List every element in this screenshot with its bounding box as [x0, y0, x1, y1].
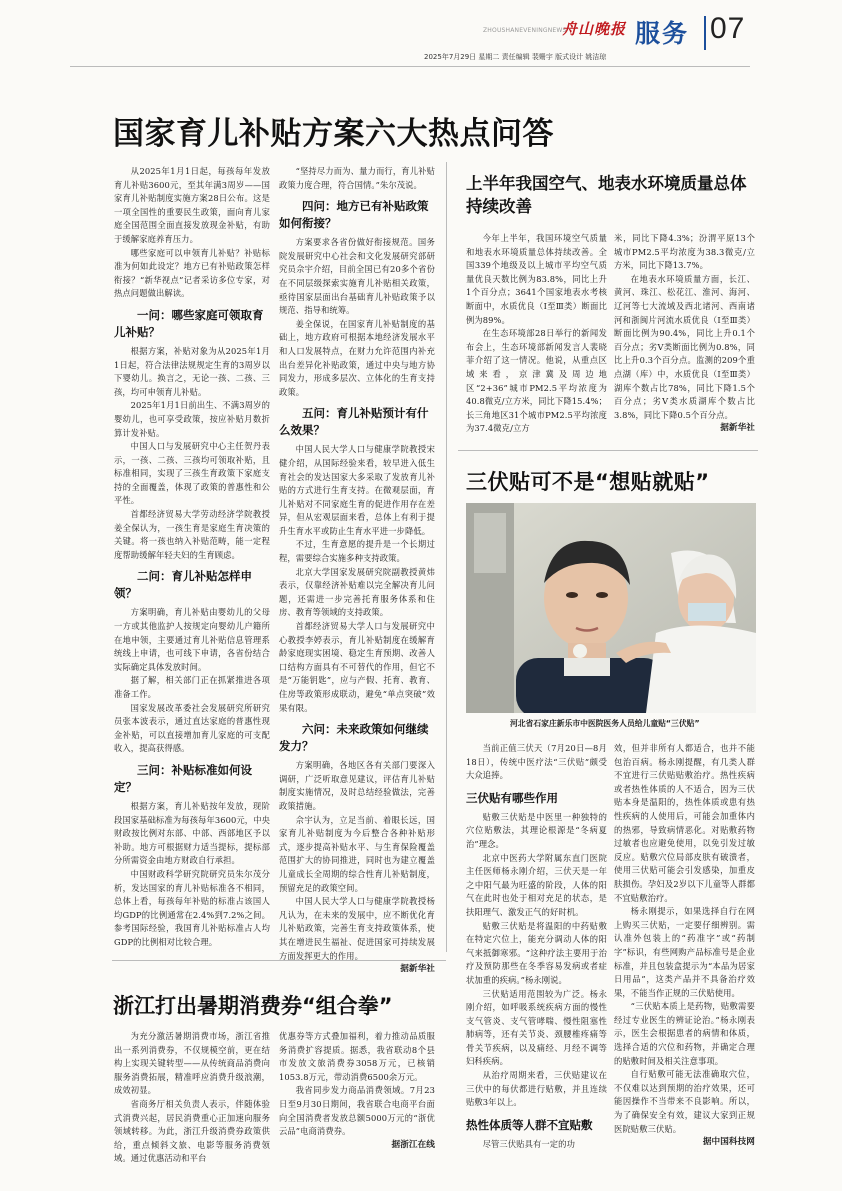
paragraph: 首都经济贸易大学人口与发展研究中心教授李婷表示，育儿补贴制度在缓解育龄家庭现实困境、稳定生育预期、改善人口结构方面具有不可替代的作用，但它不是“万能钥匙”，应与产假、托育、教育、住房等政策形成联动，避免“单点突破”效果有限。	[279, 621, 435, 713]
paragraph: 北京中医药大学附属东直门医院主任医师杨永刚介绍，三伏天是一年之中阳气最为旺盛的阶段，人体的阳气在此时也处于相对充足的状态，是扶阳理气、激发正气的好时机。	[466, 852, 607, 917]
article4-column-2	[279, 1030, 435, 1152]
paragraph: 2025年1月1日前出生、不满3周岁的婴幼儿，也可享受政策，按应补贴月数折算计发补贴。	[114, 400, 270, 438]
article4-title: 浙江打出暑期消费券“组合拳”	[113, 994, 393, 1018]
paragraph: 尽管三伏贴具有一定的功	[482, 1138, 575, 1149]
article3-column-1	[466, 742, 607, 1151]
header-divider	[704, 16, 706, 50]
paragraph: 姜全保说，在国家育儿补贴制度的基础上，地方政府可根据本地经济发展水平和人口发展特点，在财力允许范围内补充出台差异化补贴政策，通过中央与地方协同发力，形成多层次、立体化的生育支持政策。	[279, 318, 435, 397]
paragraph: “三伏贴本质上是药物，贴敷需要经过专业医生的辨证论治。”杨永刚表示，医生会根据患者的病情和体质，选择合适的穴位和药物，并确定合理的贴敷时间及相关注意事项。	[614, 1001, 755, 1066]
subheading: 一问：哪些家庭可领取育儿补贴？	[114, 307, 264, 339]
paragraph: 哪些家庭可以申领育儿补贴？补贴标准为何如此设定？地方已有补贴政策怎样衔接？“新华视点”记者采访多位专家，对热点问题做出解读。	[114, 247, 270, 299]
source-credit: 据中国科技网	[702, 1137, 755, 1148]
brand-logo: 舟山晚报	[562, 20, 627, 38]
paragraph: 北京大学国家发展研究院副教授黄炜表示，仅靠经济补贴难以完全解决育儿问题，还需进一步完善托育服务体系和住房、教育等领域的支持政策。	[279, 566, 435, 618]
paragraph: 中国人口与发展研究中心主任贺丹表示，一孩、二孩、三孩均可领取补贴，且标准相同，实现了三孩生育政策下家庭支持的全面覆盖，体现了政策的普惠性和公平性。	[114, 441, 270, 506]
subheading: 二问：育儿补贴怎样申领？	[114, 569, 252, 601]
source-credit: 据浙江在线	[391, 1139, 435, 1150]
article3-title: 三伏贴可不是“想贴就贴”	[466, 470, 710, 494]
paragraph: 根据方案，育儿补贴按年发放，现阶段国家基础标准为每孩每年3600元，中央财政按比例对东部、中部、西部地区予以补助。地方可根据财力适当提标，提标部分所需资金由地方财政自行承担。	[114, 800, 270, 866]
subheading: 三问：补贴标准如何设定？	[114, 762, 252, 794]
source-credit: 据新华社	[400, 964, 435, 975]
paragraph: 今年上半年，我国环境空气质量和地表水环境质量总体持续改善。全国339个地级及以上城市平均空气质量优良天数比例为83.8%，同比上升1个百分点；3641个国家地表水考核断面中，水质优良（Ⅰ至Ⅲ类）断面比例为89%。	[466, 233, 607, 325]
paragraph: 三伏贴适用范围较为广泛。杨永刚介绍，如呼吸系统疾病方面的慢性支气管炎、支气管哮喘、慢性阻塞性肺病等，还有关节炎、颈腰椎疼痛等骨关节疾病，以及痛经、月经不调等妇科疾病。	[466, 988, 607, 1067]
paragraph: 据了解，相关部门正在抓紧推进各项准备工作。	[114, 675, 270, 699]
source-credit: 据新华社	[720, 423, 755, 434]
paragraph: 优惠券等方式叠加福利，着力推动品质服务消费扩容提质。据悉，我省联动8个县市发放文旅消费券3058万元，已核销1053.8万元，带动消费6500余万元。	[279, 1031, 435, 1082]
article2-column-2	[614, 232, 755, 436]
page-number: 07	[710, 12, 746, 45]
subheading: 三伏贴有哪些作用	[466, 790, 558, 805]
paragraph: 米，同比下降4.3%；汾渭平原13个城市PM2.5平均浓度为38.3微克/立方米，同比下降13.7%。	[614, 233, 755, 271]
paragraph: 方案明确，各地区各有关部门要深入调研，广泛听取意见建议，评估育儿补贴制度实施情况，及时总结经验做法，完善政策措施。	[279, 760, 435, 811]
article1-title: 国家育儿补贴方案六大热点问答	[113, 116, 554, 152]
article3-column-2	[614, 742, 755, 1150]
paragraph: 从治疗周期来看，三伏贴建议在三伏中的每伏都进行贴敷，并且连续贴敷3年以上。	[466, 1070, 607, 1108]
paragraph: 省商务厅相关负责人表示，伴随体验式消费兴起，居民消费重心正加速向服务领域转移。为此，浙江升级消费券政策供给，重点倾斜文旅、电影等服务消费领域。通过优惠活动和平台	[114, 1098, 270, 1164]
paragraph: 根据方案，补贴对象为从2025年1月1日起，符合法律法规规定生育的3周岁以下婴幼儿。换言之，无论一孩、二孩、三孩，均可申领育儿补贴。	[114, 345, 270, 397]
subheading: 四问：地方已有补贴政策如何衔接？	[279, 199, 429, 231]
photo-caption: 河北省石家庄新乐市中医院医务人员给儿童贴“三伏贴”	[510, 719, 700, 728]
paragraph: 当前正值三伏天（7月20日—8月18日），传统中医疗法“三伏贴”颇受大众追捧。	[466, 743, 607, 781]
paragraph: 自行贴敷可能无法准确取穴位，不仅难以达到预期的治疗效果，还可能因操作不当带来不良影响。所以，为了确保安全有效，建议大家到正规医院贴敷三伏贴。	[614, 1069, 755, 1134]
paragraph: 贴敷三伏贴是中医里一种独特的穴位贴敷法，其理论根源是“冬病夏治”理念。	[466, 811, 607, 849]
vertical-rule	[446, 162, 447, 952]
article2-title: 上半年我国空气、地表水环境质量总体持续改善	[466, 174, 747, 216]
news-photo	[466, 503, 756, 713]
paragraph: 杨永刚提示，如果选择自行在网上购买三伏贴，一定要仔细辨别。需认准外包装上的“药准字”或“药制字”标识，有些网购产品标准号是企业标准，并且包装盒提示为“本品为居家日用品”，这类产品并不具备治疗效果，不能当作正规的三伏贴使用。	[614, 906, 755, 998]
header-rule	[70, 66, 750, 67]
paragraph: 中国财政科学研究院研究员朱尔茂分析，发达国家的育儿补贴标准各不相同，总体上看，每孩每年补贴的标准占该国人均GDP的比例通常在2.4%到7.2%之间。参考国际经验，我国育儿补贴标准占人均GDP的比例相对比较合理。	[114, 868, 270, 947]
subheading: 五问：育儿补贴预计有什么效果？	[279, 406, 429, 438]
paragraph: 在生态环境部28日举行的新闻发布会上，生态环境部新闻发言人裴晓菲介绍了这一情况。他说，从重点区域来看，京津冀及周边地区“2+36”城市PM2.5平均浓度为40.8微克/立方米，同比下降15.4%；长三角地区31个城市PM2.5平均浓度为37.4微克/立方	[466, 328, 607, 434]
paragraph: 贴敷三伏贴是将温阳的中药贴敷在特定穴位上，能充分调动人体的阳气来抵御寒邪。“这种疗法主要用于治疗及预防那些在冬季容易发病或者症状加重的疾病。”杨永刚说。	[466, 920, 607, 985]
article1-column-1	[114, 165, 270, 950]
photo-illustration	[466, 503, 756, 713]
paragraph: 国家发展改革委社会发展研究所研究员张本波表示，通过直达家庭的普惠性现金补贴，可以直接增加育儿家庭的可支配收入，提高获得感。	[114, 702, 270, 754]
paragraph: 方案明确，育儿补贴由婴幼儿的父母一方或其他监护人按规定向婴幼儿户籍所在地申领，主要通过育儿补贴信息管理系统线上申请，也可线下申请，各省份结合实际确定具体发放时间。	[114, 607, 270, 672]
dateline: 2025年7月29日 星期二 责任编辑 裴姗宇 版式设计 姚洁琼	[424, 53, 607, 61]
paragraph: 佘宇认为，立足当前、着眼长远，国家育儿补贴制度为今后整合各种补贴形式，逐步提高补贴水平、与生育保险覆盖范围扩大的协同推进，同时也为建立覆盖儿童成长全周期的综合性育儿补贴制度，预留充足的政策空间。	[279, 814, 435, 893]
paragraph: 在地表水环境质量方面，长江、黄河、珠江、松花江、淮河、海河、辽河等七大流域及西北诸河、西南诸河和浙闽片河流水质优良（Ⅰ至Ⅲ类）断面比例为90.4%，同比上升0.1个百分点；劣Ⅴ类断面比例为0.8%，同比上升0.3个百分点。监测的209个重点湖（库）中，水质优良（Ⅰ至Ⅲ类）湖库个数占比78%，同比下降1.5个百分点；劣Ⅴ类水质湖库个数占比3.8%，同比下降0.5个百分点。	[614, 273, 755, 420]
paragraph: 为充分激活暑期消费市场，浙江省推出一系列消费券，不仅规模空前，更在结构上实现关键转型——从传统商品消费向服务消费拓展，精准呼应消费升级浪潮，成效初显。	[114, 1031, 270, 1096]
site-label: ZHOUSHANEVENINGNEWS	[483, 27, 567, 34]
paragraph: 首都经济贸易大学劳动经济学院教授姜全保认为，一孩生育是家庭生育决策的关键。将一孩也纳入补贴范畴，能一定程度帮助缓解年轻夫妇的生育顾虑。	[114, 509, 270, 560]
paragraph: 我省同步发力商品消费领域。7月23日至9月30日期间，我省联合电商平台面向全国消费者发放总额5000万元的“浙优云品”电商消费券。	[279, 1085, 435, 1137]
subheading: 六问：未来政策如何继续发力？	[279, 722, 429, 754]
page-header	[0, 0, 842, 90]
paragraph: “坚持尽力而为、量力而行，育儿补贴政策力度合理，符合国情。”朱尔茂说。	[279, 166, 435, 190]
paragraph: 中国人民大学人口与健康学院教授宋健介绍，从国际经验来看，较早进入低生育社会的发达国家大多采取了发放育儿补贴的方式进行生育支持。在微观层面，育儿补贴对不同家庭生育的促进作用存在差异，但从宏观层面来看，总体上有利于提升生育水平或防止生育水平进一步降低。	[279, 444, 435, 536]
paragraph: 中国人民大学人口与健康学院教授杨凡认为，在未来的发展中，应不断优化育儿补贴政策，完善生育支持政策体系，使其在增进民生福祉、促进国家可持续发展方面发挥更大的作用。	[279, 896, 435, 961]
horizontal-rule	[458, 450, 758, 451]
paragraph: 效，但并非所有人都适合，也并不能包治百病。杨永刚提醒，有几类人群不宜进行三伏贴贴敷治疗。热性疾病或者热性体质的人不适合，因为三伏贴本身是温阳的，热性体质或患有热性疾病的人使用后，可能会加重体内的热邪，导致病情恶化。对贴敷药物过敏者也应避免使用，以免引发过敏反应。贴敷穴位局部皮肤有破溃者，使用三伏贴可能会引发感染，加重皮肤损伤。孕妇及2岁以下儿童等人群都不宜贴敷治疗。	[614, 743, 755, 903]
article4-column-1	[114, 1030, 270, 1166]
subheading: 热性体质等人群不宜贴敷	[466, 1117, 593, 1132]
paragraph: 不过，生育意愿的提升是一个长期过程，需要综合实施多种支持政策。	[279, 539, 435, 564]
section-title: 服务	[635, 19, 690, 48]
article1-column-2	[279, 165, 435, 977]
paragraph: 方案要求各省份做好衔接规范。国务院发展研究中心社会和文化发展研究部研究员佘宇介绍，目前全国已有20多个省份在不同层级探索实施育儿补贴相关政策，亟待国家层面出台基础育儿补贴政策予以规范、指导和统筹。	[279, 237, 435, 316]
paragraph: 从2025年1月1日起，每孩每年发放育儿补贴3600元，至其年满3周岁——国家育儿补贴制度实施方案28日公布。这是一项全国性的重要民生政策，面向育儿家庭全国范围全面直接发放现金补贴，有助于缓解家庭养育压力。	[114, 166, 270, 244]
article2-column-1	[466, 232, 607, 436]
horizontal-rule	[112, 960, 446, 961]
